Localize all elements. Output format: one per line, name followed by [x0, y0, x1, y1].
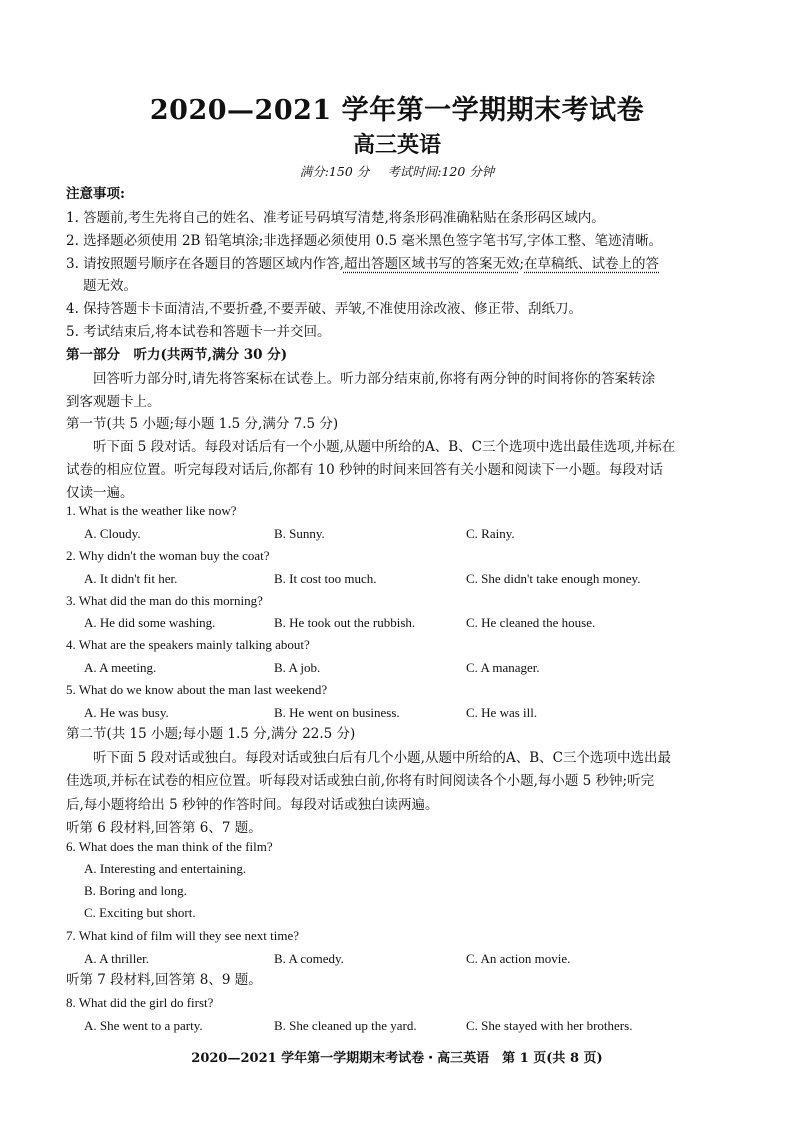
question-8: 8. What did the girl do first? — [66, 995, 214, 1010]
q2-option-c: C. She didn't take enough money. — [466, 571, 641, 586]
exam-meta — [0, 162, 794, 180]
question-3: 3. What did the man do this morning? — [66, 593, 263, 608]
full-score: 满分:150 分 — [299, 164, 370, 179]
material-6-note: 听第 6 段材料,回答第 6、7 题。 — [66, 820, 262, 836]
question-4: 4. What are the speakers mainly talking about? — [66, 637, 310, 652]
part1-heading: 第一部分 听力(共两节,满分 30 分) — [66, 347, 288, 363]
q5-option-a: A. He was busy. — [84, 705, 169, 720]
q5-option-b: B. He went on business. — [274, 705, 400, 720]
question-5: 5. What do we know about the man last weekend? — [66, 682, 328, 697]
part1-intro-1: 回答听力部分时,请先将答案标在试卷上。听力部分结束前,你将有两分钟的时间将你的答案转涂 — [93, 371, 656, 387]
q1-option-c: C. Rainy. — [466, 526, 515, 541]
section2-instr-2: 佳选项,并标在试卷的相应位置。听每段对话或独白前,你将有时间阅读各个小题,每小题 5 秒钟;听完 — [66, 773, 655, 789]
question-2: 2. Why didn't the woman buy the coat? — [66, 548, 270, 563]
q8-option-c: C. She stayed with her brothers. — [466, 1018, 633, 1033]
exam-time: 考试时间:120 分钟 — [387, 164, 495, 179]
question-6: 6. What does the man think of the film? — [66, 839, 273, 854]
q3-option-c: C. He cleaned the house. — [466, 615, 596, 630]
q6-option-c: C. Exciting but short. — [84, 905, 196, 920]
q4-option-a: A. A meeting. — [84, 660, 157, 675]
question-1: 1. What is the weather like now? — [66, 503, 237, 518]
page-footer: 2020—2021 学年第一学期期末考试卷・高三英语 第 1 页(共 8 页) — [191, 1051, 603, 1066]
notice-item-2: 2. 选择题必须使用 2B 铅笔填涂;非选择题必须使用 0.5 毫米黑色签字笔书写,字体工整、笔迹清晰。 — [66, 233, 663, 249]
q4-option-c: C. A manager. — [466, 660, 540, 675]
notice-item-1: 1. 答题前,考生先将自己的姓名、准考证号码填写清楚,将条形码准确粘贴在条形码区域内。 — [66, 210, 605, 226]
section2-instr-3: 后,每小题将给出 5 秒钟的作答时间。每段对话或独白读两遍。 — [66, 797, 439, 813]
exam-subject: 高三英语 — [352, 132, 441, 158]
q8-option-a: A. She went to a party. — [84, 1018, 203, 1033]
notice-item-3: 3. 请按照题号顺序在各题目的答题区域内作答,超出答题区域书写的答案无效;在草稿纸、试卷上的答 — [66, 256, 660, 272]
q3-option-a: A. He did some washing. — [84, 615, 216, 630]
notice-item-3-cont: 题无效。 — [83, 278, 137, 294]
emphasis-text-2: 在草稿纸、试卷上的答 — [524, 256, 660, 272]
section1-heading: 第一节(共 5 小题;每小题 1.5 分,满分 7.5 分) — [66, 416, 339, 432]
question-7: 7. What kind of film will they see next time? — [66, 928, 299, 943]
q3-option-b: B. He took out the rubbish. — [274, 615, 416, 630]
q6-option-a: A. Interesting and entertaining. — [84, 861, 247, 876]
q7-option-a: A. A thriller. — [84, 951, 149, 966]
q8-option-b: B. She cleaned up the yard. — [274, 1018, 417, 1033]
q1-option-b: B. Sunny. — [274, 526, 325, 541]
q7-option-b: B. A comedy. — [274, 951, 344, 966]
q6-option-b: B. Boring and long. — [84, 883, 187, 898]
notice-item-5: 5. 考试结束后,将本试卷和答题卡一并交回。 — [66, 324, 331, 340]
emphasis-text-1: 超出答题区域书写的答案无效 — [343, 256, 520, 272]
q5-option-c: C. He was ill. — [466, 705, 538, 720]
section2-instr-1: 听下面 5 段对话或独白。每段对话或独白后有几个小题,从题中所给的A、B、C三个选项中选出最 — [93, 750, 671, 766]
part1-intro-2: 到客观题卡上。 — [66, 394, 161, 410]
section1-instr-3: 仅读一遍。 — [66, 485, 134, 501]
q2-option-b: B. It cost too much. — [274, 571, 377, 586]
q1-option-a: A. Cloudy. — [84, 526, 141, 541]
q4-option-b: B. A job. — [274, 660, 321, 675]
material-7-note: 听第 7 段材料,回答第 8、9 题。 — [66, 972, 262, 988]
section2-heading: 第二节(共 15 小题;每小题 1.5 分,满分 22.5 分) — [66, 726, 356, 742]
section1-instr-1: 听下面 5 段对话。每段对话后有一个小题,从题中所给的A、B、C三个选项中选出最佳选项,并标在 — [93, 439, 676, 455]
notice-heading: 注意事项: — [66, 186, 125, 202]
section1-instr-2: 试卷的相应位置。听完每段对话后,你都有 10 秒钟的时间来回答有关小题和阅读下一小题。每段对话 — [66, 462, 664, 478]
q2-option-a: A. It didn't fit her. — [84, 571, 178, 586]
q7-option-c: C. An action movie. — [466, 951, 571, 966]
exam-title: 2020—2021 学年第一学期期末考试卷 — [149, 95, 645, 126]
notice-item-4: 4. 保持答题卡卡面清洁,不要折叠,不要弄破、弄皱,不准使用涂改液、修正带、刮纸刀。 — [66, 301, 583, 317]
